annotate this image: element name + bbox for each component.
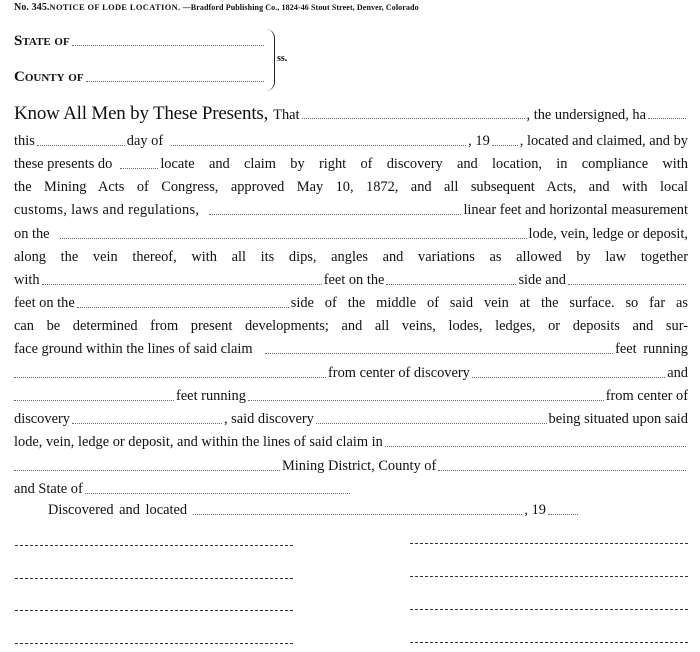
text-line-2: this day of , 19 , located and claimed, and by: [14, 133, 688, 149]
year-field[interactable]: [492, 144, 518, 146]
discovery-description-field[interactable]: [316, 422, 547, 424]
state-field-row: [14, 31, 266, 51]
ss-label: ss.: [277, 53, 288, 64]
signature-line-left-2[interactable]: [15, 578, 293, 579]
discovery-field-1[interactable]: [472, 376, 665, 378]
signature-line-left-4[interactable]: [15, 643, 293, 644]
signature-line-left-1[interactable]: [15, 545, 293, 546]
text-line-4: the Mining Acts of Congress, approved May 10, 1872, and all subsequent Acts, and with local: [14, 179, 688, 195]
lode-name-field[interactable]: [60, 237, 527, 239]
text-line-12: from center of discovery and: [14, 363, 688, 383]
county-label: County of: [14, 69, 84, 85]
text-line-14: discovery , said discovery being situated upon said: [14, 411, 688, 427]
state-of-field[interactable]: [85, 492, 350, 494]
direction-field-1[interactable]: [14, 376, 326, 378]
signature-line-right-2[interactable]: [410, 576, 688, 577]
other-side-feet-field[interactable]: [568, 283, 686, 285]
text-line-13: feet running from center of: [14, 386, 688, 406]
month-field[interactable]: [171, 144, 466, 146]
publisher-info: —Bradford Publishing Co., 1824-46 Stout Street, Denver, Colorado: [182, 3, 419, 12]
running-feet-field-2[interactable]: [14, 399, 174, 401]
signature-line-left-3[interactable]: [15, 610, 293, 611]
running-feet-field-1[interactable]: [265, 352, 613, 354]
signature-line-right-4[interactable]: [410, 642, 688, 643]
ha-suffix-field[interactable]: [648, 117, 686, 119]
form-title: NOTICE OF LODE LOCATION.: [49, 3, 181, 12]
discovery-field-2[interactable]: [72, 422, 222, 424]
other-side-direction-field[interactable]: [77, 306, 289, 308]
feet-on-side-field[interactable]: [42, 283, 322, 285]
brace-divider: [266, 29, 275, 91]
text-line-15: lode, vein, ledge or deposit, and within the lines of said claim in: [14, 432, 688, 452]
side-direction-field[interactable]: [386, 283, 516, 285]
text-line-9: feet on the side of the middle of said vein at the surface. so far as: [14, 295, 688, 311]
text-line-18: Discovered and located , 19: [48, 500, 580, 520]
county-field[interactable]: [86, 80, 264, 82]
plural-field[interactable]: [120, 167, 158, 169]
state-field[interactable]: [72, 44, 264, 46]
text-line-3: these presents do locate and claim by right of discovery and location, in compliance with: [14, 156, 688, 172]
direction-field-2[interactable]: [248, 399, 604, 401]
claimant-field[interactable]: [302, 117, 525, 119]
text-line-5: customs, laws and regulations, linear feet and horizontal measurement: [14, 202, 688, 218]
claim-location-field[interactable]: [385, 445, 686, 447]
mining-district-field[interactable]: [14, 469, 280, 471]
text-line-1: Know All Men by These Presents, That , the undersigned, ha: [14, 104, 688, 124]
signature-line-right-3[interactable]: [410, 609, 688, 610]
text-line-10: can be determined from present developments; and all veins, lodes, ledges, or deposits and sur-: [14, 318, 688, 334]
day-field[interactable]: [37, 144, 125, 146]
text-line-11: face ground within the lines of said claim feet running: [14, 341, 688, 357]
county-of-field[interactable]: [438, 469, 686, 471]
form-header: [14, 2, 419, 13]
form-number: No. 345.: [14, 2, 50, 13]
text-line-7: along the vein thereof, with all its dips, angles and variations as allowed by law together: [14, 249, 688, 265]
signature-line-right-1[interactable]: [410, 543, 688, 544]
text-line-17: and State of: [14, 479, 352, 499]
discovered-year-field[interactable]: [548, 513, 578, 515]
discovered-date-field[interactable]: [193, 513, 522, 515]
text-line-16: Mining District, County of: [14, 456, 688, 476]
heading: Know All Men by These Presents,: [14, 103, 269, 124]
text-line-6: on the lode, vein, ledge or deposit,: [14, 226, 688, 242]
text-line-8: with feet on the side and: [14, 270, 688, 290]
county-field-row: [14, 67, 266, 87]
state-label: State of: [14, 33, 70, 49]
linear-feet-field[interactable]: [209, 213, 461, 215]
